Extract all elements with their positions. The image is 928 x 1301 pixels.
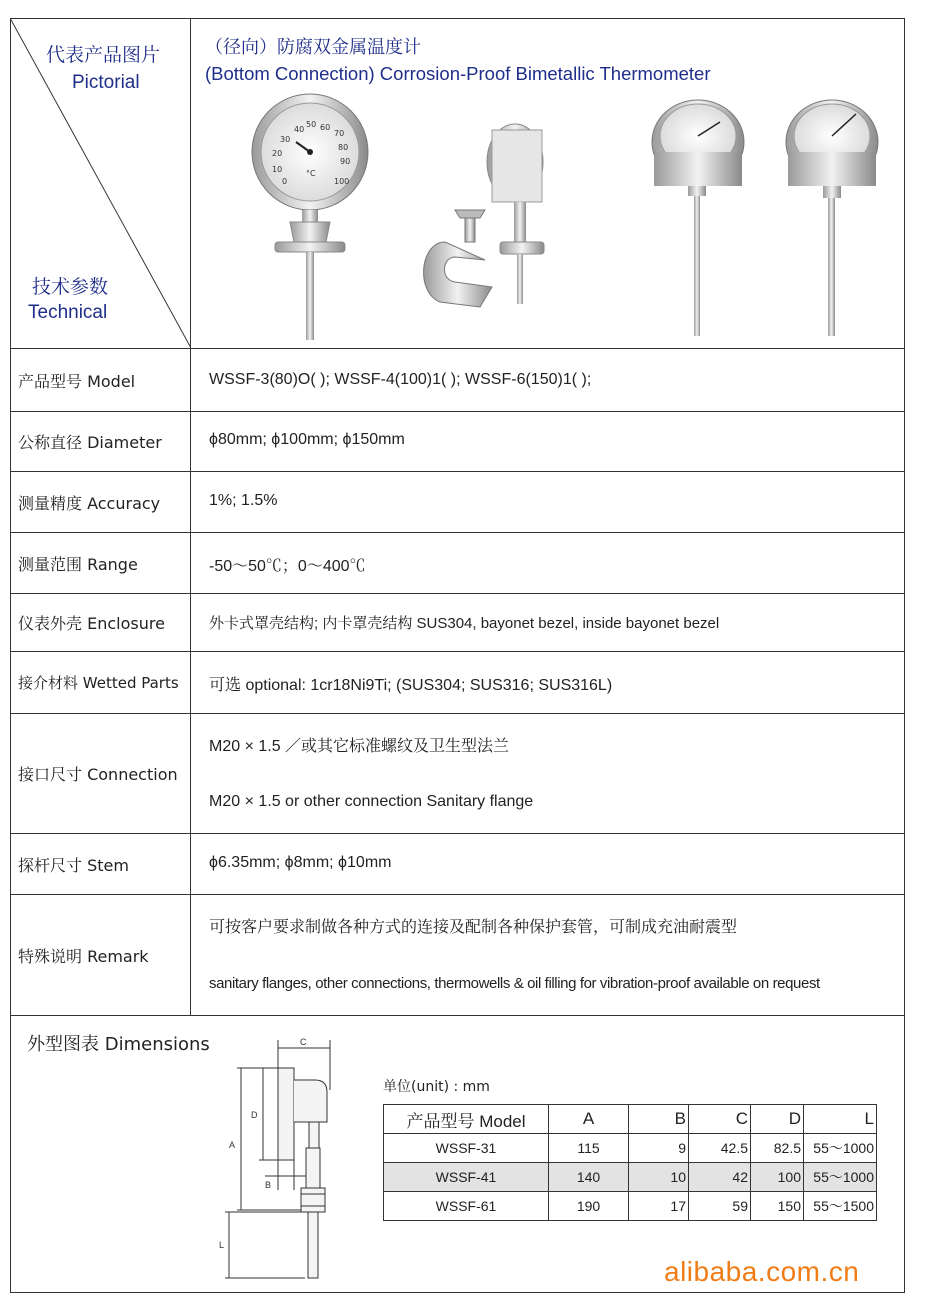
spec-row-wetted-parts	[10, 651, 905, 713]
col-header-l: L	[804, 1105, 877, 1134]
spec-row-enclosure	[10, 593, 905, 651]
dimensions-divider	[10, 1015, 905, 1016]
dim-label-a: A	[229, 1140, 236, 1150]
dim-label-d: D	[251, 1110, 258, 1120]
spec-key: 接口尺寸 Connection	[10, 714, 191, 833]
col-header-d: D	[751, 1105, 804, 1134]
spec-value: 可选 optional: 1cr18Ni9Ti; (SUS304; SUS316; SUS316L)	[209, 677, 613, 694]
thermometer-photo-1	[252, 94, 368, 340]
thermometer-photo-2	[424, 124, 544, 307]
cell-d: 100	[751, 1163, 804, 1192]
dim-label-c: C	[300, 1037, 307, 1047]
cell-b: 17	[629, 1192, 689, 1221]
technical-label-cn: 技术参数	[32, 276, 109, 298]
spec-row-range	[10, 532, 905, 593]
spec-value: 外卡式罩壳结构; 内卡罩壳结构 SUS304, bayonet bezel, inside bayonet bezel	[209, 615, 720, 632]
dial-tick: 0	[282, 177, 288, 186]
dimensions-table	[383, 1104, 877, 1221]
spec-row-model	[10, 348, 905, 411]
col-header-model: 产品型号 Model	[384, 1105, 549, 1134]
spec-value: -50～50℃；0～400℃	[209, 558, 366, 575]
table-row	[384, 1192, 877, 1221]
spec-key: 探杆尺寸 Stem	[10, 834, 191, 894]
spec-value: ϕ80mm; ϕ100mm; ϕ150mm	[209, 431, 405, 448]
dial-tick: 30	[280, 135, 291, 144]
cell-l: 55～1000	[804, 1134, 877, 1163]
col-header-a: A	[549, 1105, 629, 1134]
unit-label: 单位(unit) : mm	[383, 1079, 490, 1095]
table-row	[384, 1134, 877, 1163]
spec-value: WSSF-3(80)O( ); WSSF-4(100)1( ); WSSF-6(150)1( );	[209, 371, 592, 388]
col-header-b: B	[629, 1105, 689, 1134]
dimensions-title: 外型图表 Dimensions	[27, 1034, 210, 1055]
spec-key: 产品型号 Model	[10, 349, 191, 411]
spec-key: 接介材料 Wetted Parts	[10, 652, 191, 713]
table-header-row	[384, 1105, 877, 1134]
col-header-c: C	[689, 1105, 751, 1134]
spec-value: M20 × 1.5 ／或其它标准螺纹及卫生型法兰	[209, 738, 510, 755]
table-row	[384, 1163, 877, 1192]
cell-c: 42.5	[689, 1134, 751, 1163]
spec-row-stem	[10, 833, 905, 894]
spec-key: 公称直径 Diameter	[10, 412, 191, 471]
cell-l: 55～1500	[804, 1192, 877, 1221]
cell-a: 140	[549, 1163, 629, 1192]
cell-d: 82.5	[751, 1134, 804, 1163]
spec-key: 测量精度 Accuracy	[10, 472, 191, 532]
cell-model: WSSF-31	[384, 1134, 549, 1163]
cell-b: 10	[629, 1163, 689, 1192]
cell-model: WSSF-41	[384, 1163, 549, 1192]
spec-value: 1%; 1.5%	[209, 492, 278, 509]
watermark: alibaba.com.cn	[664, 1256, 860, 1287]
spec-key: 特殊说明 Remark	[10, 895, 191, 1015]
spec-row-diameter	[10, 411, 905, 471]
dial-tick: 80	[338, 143, 349, 152]
spec-row-accuracy	[10, 471, 905, 532]
dial-tick: 60	[320, 123, 331, 132]
dial-unit: °C	[306, 169, 316, 178]
spec-row-remark	[10, 894, 905, 1015]
dial-tick: 100	[334, 177, 350, 186]
technical-label-en: Technical	[28, 302, 108, 323]
dim-label-l: L	[219, 1240, 225, 1250]
cell-l: 55～1000	[804, 1163, 877, 1192]
dial-tick: 10	[272, 165, 283, 174]
cell-a: 190	[549, 1192, 629, 1221]
cell-c: 59	[689, 1192, 751, 1221]
spec-row-connection	[10, 713, 905, 833]
cell-d: 150	[751, 1192, 804, 1221]
dial-tick: 50	[306, 120, 317, 129]
spec-value: 可按客户要求制做各种方式的连接及配制各种保护套管，可制成充油耐震型	[209, 919, 738, 936]
dial-tick: 70	[334, 129, 345, 138]
product-photos	[230, 92, 900, 344]
dial-tick: 40	[294, 125, 305, 134]
spec-value: ϕ6.35mm; ϕ8mm; ϕ10mm	[209, 854, 392, 871]
dimension-drawing	[215, 1030, 375, 1285]
pictorial-label-cn: 代表产品图片	[46, 44, 161, 66]
dim-label-b: B	[265, 1180, 272, 1190]
product-title-cn: （径向）防腐双金属温度计	[205, 37, 421, 58]
dial-tick: 90	[340, 157, 351, 166]
spec-value: sanitary flanges, other connections, thermowells & oil filling for vibration-proof available on request	[209, 975, 820, 992]
thermometer-photo-4	[786, 100, 878, 336]
cell-a: 115	[549, 1134, 629, 1163]
dial-tick: 20	[272, 149, 283, 158]
spec-key: 仪表外壳 Enclosure	[10, 594, 191, 651]
product-title-en: (Bottom Connection) Corrosion-Proof Bimetallic Thermometer	[205, 63, 711, 84]
spec-key: 测量范围 Range	[10, 533, 191, 593]
spec-value: M20 × 1.5 or other connection Sanitary flange	[209, 793, 534, 810]
cell-c: 42	[689, 1163, 751, 1192]
cell-model: WSSF-61	[384, 1192, 549, 1221]
thermometer-photo-3	[652, 100, 744, 336]
cell-b: 9	[629, 1134, 689, 1163]
pictorial-label-en: Pictorial	[72, 72, 140, 93]
